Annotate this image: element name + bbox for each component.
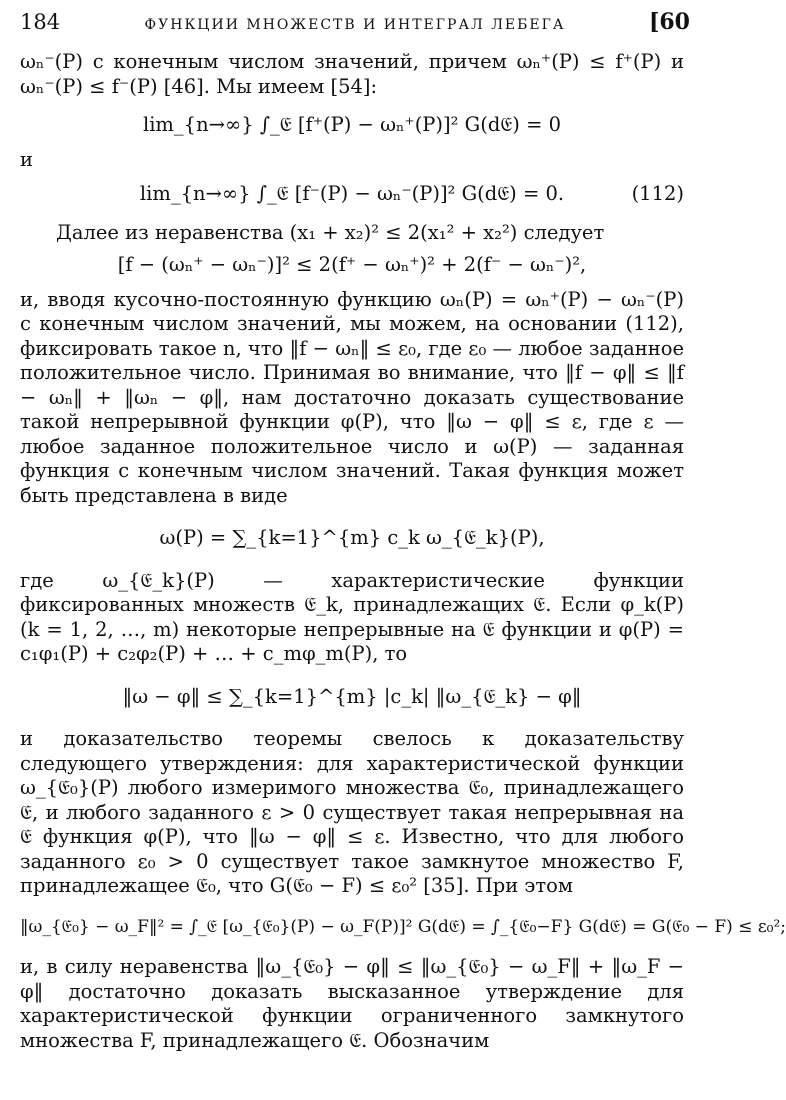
equation [20, 253, 684, 278]
page-header [20, 10, 690, 40]
equation [20, 113, 684, 138]
equation-number: (112) [631, 182, 684, 205]
page-number: 184 [20, 10, 61, 34]
equation-text: [f − (ωₙ⁺ − ωₙ⁻)]² ≤ 2(f⁺ − ωₙ⁺)² + 2(f⁻ − ωₙ⁻)², [117, 253, 587, 276]
paragraph: и, в силу неравенства ‖ω_{𝔈₀} − φ‖ ≤ ‖ω_{𝔈₀} − ω_F‖ + ‖ω_F − φ‖ достаточно доказать высказанное утверждение для характеристической функции ограниченного замкнутого множества F, принадлежащего 𝔈. Обозначим [20, 955, 684, 1052]
running-title: ФУНКЦИИ МНОЖЕСТВ И ИНТЕГРАЛ ЛЕБЕГА [144, 17, 566, 33]
equation-text: lim_{n→∞} ∫_𝔈 [f⁻(P) − ωₙ⁻(P)]² G(d𝔈) = 0. [139, 182, 565, 205]
equation-text: lim_{n→∞} ∫_𝔈 [f⁺(P) − ωₙ⁺(P)]² G(d𝔈) = 0 [142, 113, 562, 136]
paragraph: Далее из неравенства (x₁ + x₂)² ≤ 2(x₁² + x₂²) следует [56, 220, 605, 244]
equation-text: ‖ω − φ‖ ≤ ∑_{k=1}^{m} |c_k| ‖ω_{𝔈_k} − φ‖ [122, 684, 582, 708]
paragraph: ωₙ⁻(P) с конечным числом значений, причем ωₙ⁺(P) ≤ f⁺(P) и ωₙ⁻(P) ≤ f⁻(P) [46]. Мы имеем [54]: [20, 50, 684, 98]
paragraph: где ω_{𝔈_k}(P) — характеристические функции фиксированных множеств 𝔈_k, принадлежащих 𝔈. Если φ_k(P) (k = 1, 2, …, m) некоторые непрерывные на 𝔈 функции и φ(P) = c₁φ₁(P) + c₂φ₂(P) + … + c_mφ_m(P), то [20, 568, 684, 665]
equation [20, 182, 684, 207]
equation-text: ω(P) = ∑_{k=1}^{m} c_k ω_{𝔈_k}(P), [159, 526, 545, 549]
equation [20, 915, 786, 940]
equation-text: ‖ω_{𝔈₀} − ω_F‖² = ∫_𝔈 [ω_{𝔈₀}(P) − ω_F(P)]² G(d𝔈) = ∫_{𝔈₀−F} G(d𝔈) = G(𝔈₀ − F) ≤ ε₀²; [20, 916, 786, 937]
paragraph: и доказательство теоремы свелось к доказательству следующего утверждения: для характеристической функции ω_{𝔈₀}(P) любого измеримого множества 𝔈₀, принадлежащего 𝔈, и любого заданного ε > 0 существует такая непрерывная на 𝔈 функция φ(P), что ‖ω − φ‖ ≤ ε. Известно, что для любого заданного ε₀ > 0 существует такое замкнутое множество F, принадлежащее 𝔈₀, что G(𝔈₀ − F) ≤ ε₀² [35]. При этом [20, 727, 684, 897]
page-body [20, 50, 786, 1053]
paragraph: и, вводя кусочно-постоянную функцию ωₙ(P) = ωₙ⁺(P) − ωₙ⁻(P) с конечным числом значений, мы можем, на основании (112), фиксировать такое n, что ‖f − ωₙ‖ ≤ ε₀, где ε₀ — любое заданное положительное число. Принимая во внимание, что ‖f − φ‖ ≤ ‖f − ωₙ‖ + ‖ωₙ − φ‖, нам достаточно доказать существование такой непрерывной функции φ(P), что ‖ω − φ‖ ≤ ε, где ε — любое заданное положительное число и ω(P) — заданная функция с конечным числом значений. Такая функция может быть представлена в виде [20, 287, 684, 507]
equation [20, 526, 684, 551]
equation [20, 685, 684, 710]
paragraph: и [20, 147, 33, 171]
section-number: [60 [648, 9, 690, 35]
